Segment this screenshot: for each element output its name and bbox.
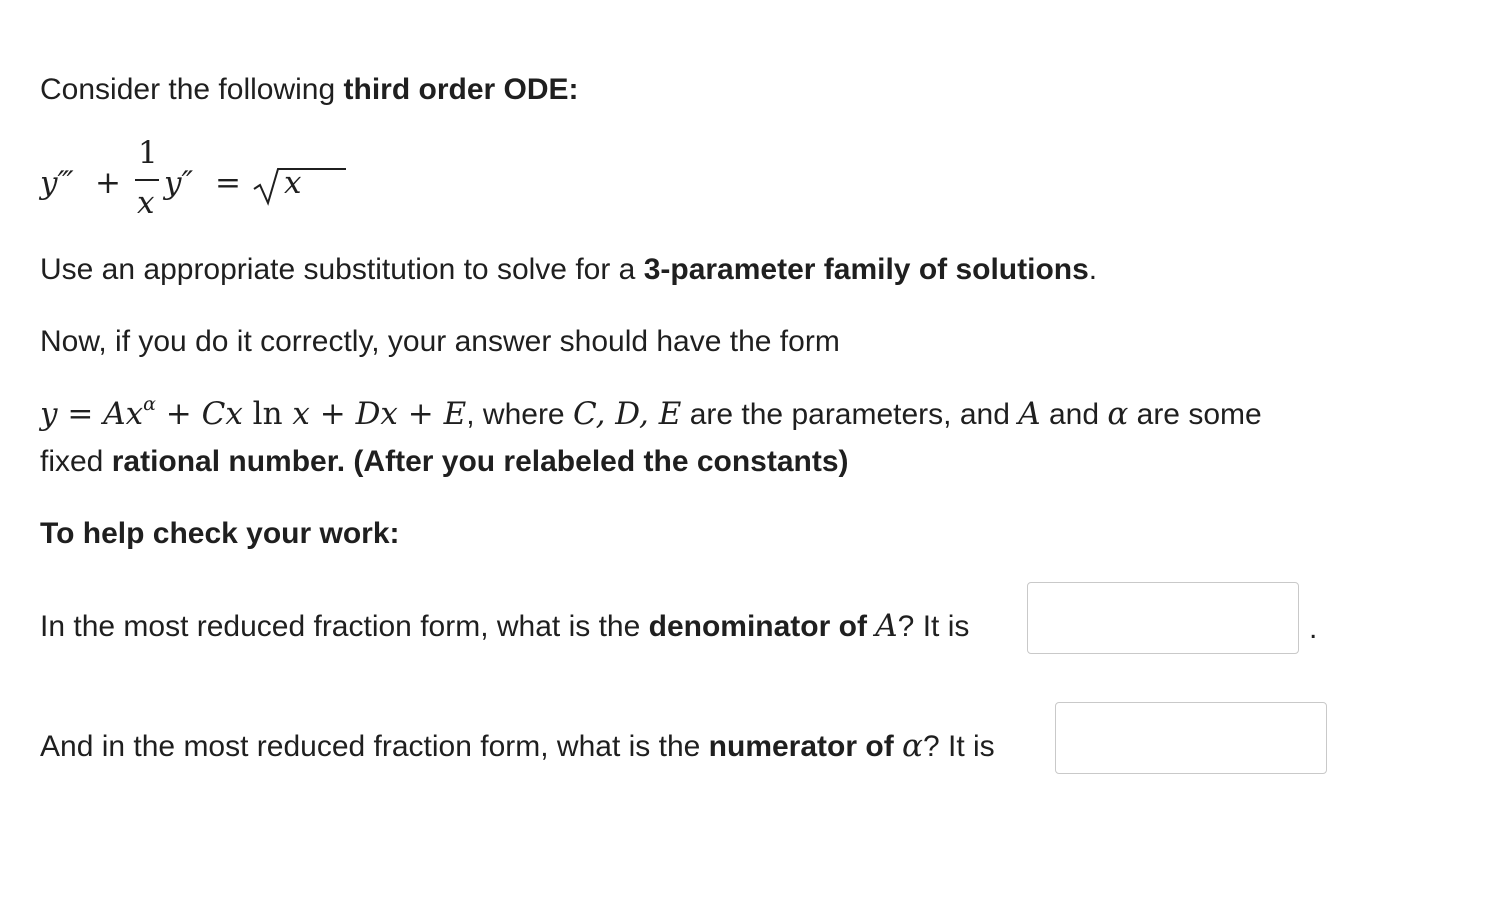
form-term3: x + Dx + E xyxy=(282,396,467,432)
check-heading: To help check your work: xyxy=(40,517,400,550)
intro-line xyxy=(40,70,579,110)
q2-text-a: And in the most reduced fraction form, what is the xyxy=(40,730,709,763)
form-comma-where: , where xyxy=(466,398,573,431)
instruction-bold: 3-parameter family of solutions xyxy=(643,253,1089,286)
form-alpha-exponent: α xyxy=(143,393,156,415)
form-A-symbol: A xyxy=(1018,396,1041,432)
q1-text-a: In the most reduced fraction form, what is the xyxy=(40,610,649,643)
form-line2-bold: rational number. (After you relabeled the constants) xyxy=(111,445,849,478)
ode-equation xyxy=(40,135,340,225)
q1-text-b: ? It is xyxy=(897,610,970,643)
form-intro-text: Now, if you do it correctly, your answer should have the form xyxy=(40,325,840,358)
intro-bold: third order ODE: xyxy=(343,73,579,106)
eq-y-double-prime: y″ xyxy=(164,165,194,201)
form-mid: are the parameters, and xyxy=(681,398,1019,431)
question-2-line xyxy=(40,726,995,767)
form-eq: = xyxy=(57,396,104,432)
q2-bold: numerator of xyxy=(708,730,903,763)
instruction-text: Use an appropriate substitution to solve for a xyxy=(40,253,644,286)
denominator-answer-input[interactable] xyxy=(1027,582,1299,654)
form-intro-line xyxy=(40,322,840,362)
form-params: C, D, E xyxy=(572,396,682,432)
form-ln: ln xyxy=(252,396,283,432)
instruction-line xyxy=(40,250,1097,290)
numerator-answer-input[interactable] xyxy=(1055,702,1327,774)
q1-period: . xyxy=(1309,612,1318,645)
intro-text: Consider the following xyxy=(40,73,344,106)
form-formula-line-2 xyxy=(40,442,849,482)
eq-plus: + xyxy=(95,165,121,201)
form-formula-line xyxy=(40,394,1262,438)
eq-sqrt-arg: x xyxy=(284,165,302,201)
eq-frac-denominator: x xyxy=(137,185,155,221)
form-tail: are some xyxy=(1128,398,1262,431)
q1-symbol: A xyxy=(875,608,898,644)
q2-symbol: α xyxy=(902,728,923,764)
form-y: y xyxy=(40,396,58,432)
form-line2-start: fixed xyxy=(40,445,112,478)
form-and: and xyxy=(1040,398,1108,431)
eq-frac-numerator: 1 xyxy=(138,135,158,171)
q2-text-b: ? It is xyxy=(922,730,995,763)
instruction-end: . xyxy=(1088,253,1098,286)
eq-frac-bar xyxy=(135,179,159,181)
eq-y-triple-prime: y‴ xyxy=(40,165,74,201)
form-alpha-symbol: α xyxy=(1107,396,1129,432)
form-term2: + Cx xyxy=(155,396,253,432)
question-1-line xyxy=(40,606,969,647)
eq-equals: = xyxy=(215,165,241,201)
form-A: Ax xyxy=(103,396,144,432)
q1-bold: denominator of xyxy=(648,610,876,643)
